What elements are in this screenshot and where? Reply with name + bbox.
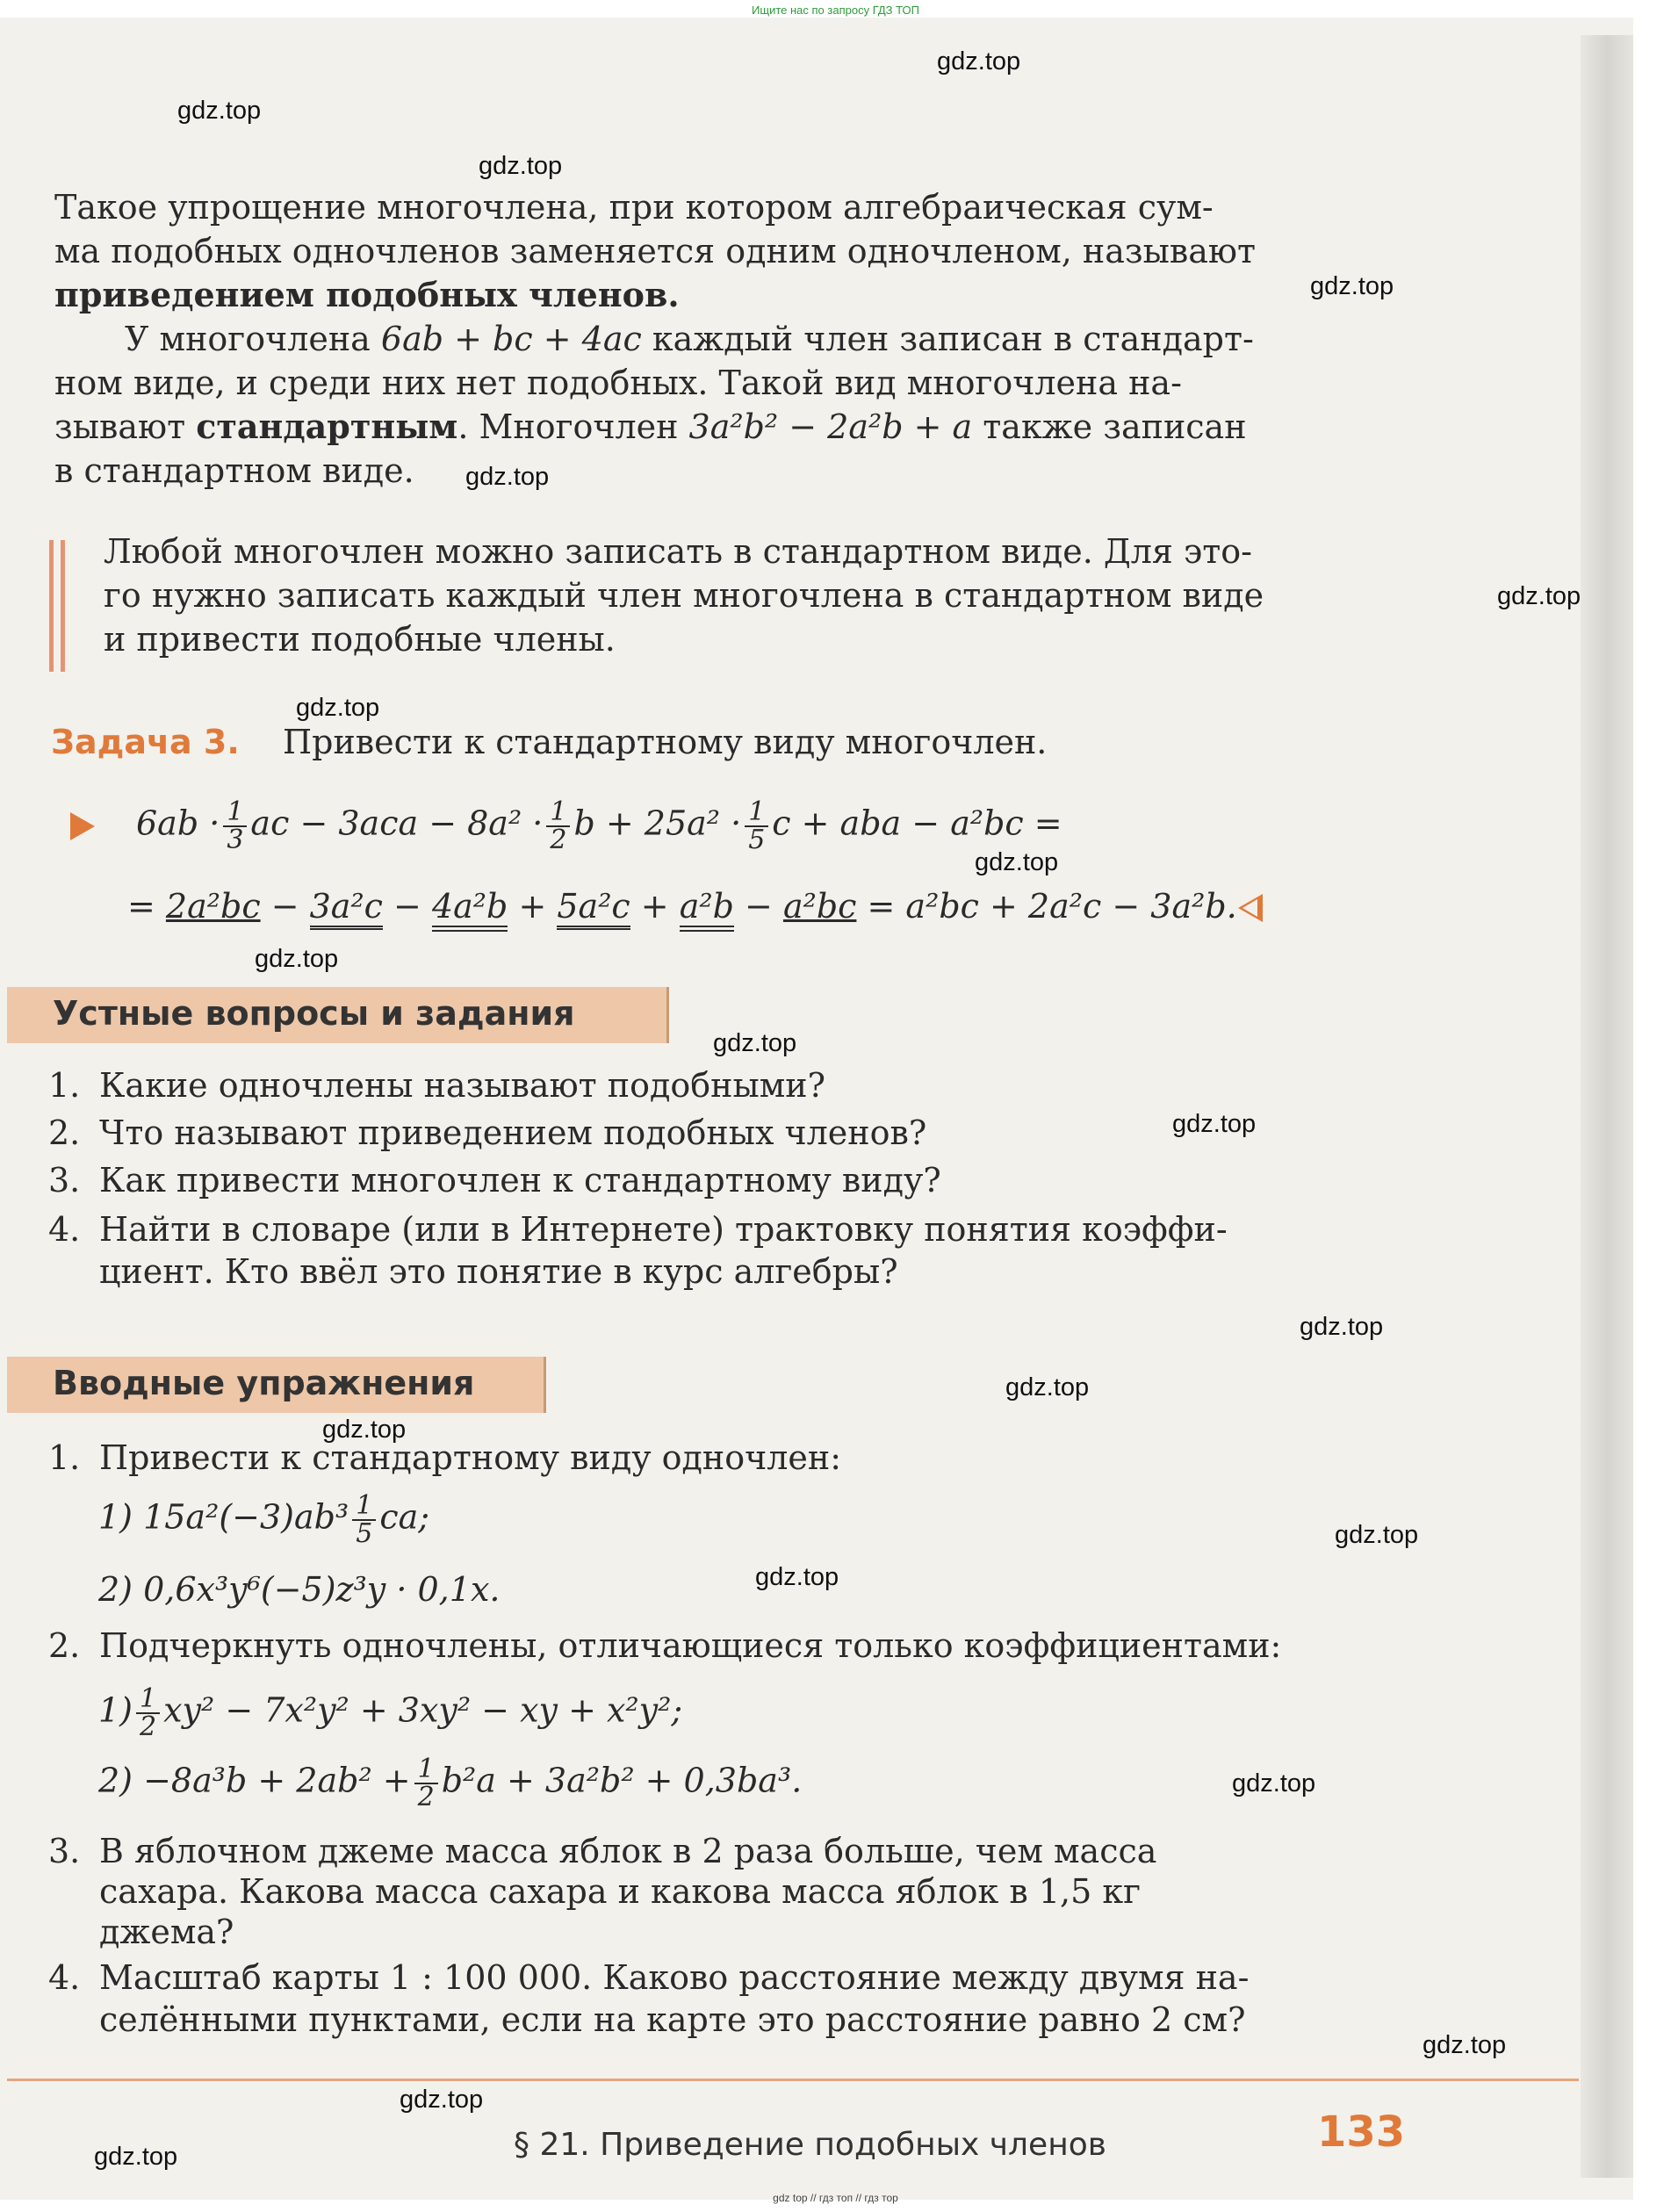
footer-divider [7, 2079, 1579, 2081]
ex1-item1: 1) 15a²(−3)ab³ $\frac{1}{5}$ ca; [98, 1490, 430, 1549]
para1-line2: ма подобных одночленов заменяется одним одночленом, называют [54, 232, 1257, 270]
fraction-ex1: $\frac{1}{5}$ [352, 1493, 376, 1547]
ex1-item2: 2) 0,6x³y⁶(−5)z³y · 0,1x. [98, 1570, 501, 1609]
oral-q2: 2. Что называют приведением подобных членов? [48, 1113, 927, 1152]
term-underlined-3: 4a²b [432, 887, 508, 932]
watermark: gdz.top [975, 848, 1059, 876]
rule-line1: Любой многочлен можно записать в стандартном виде. Для это- [104, 532, 1252, 571]
watermark: gdz.top [177, 97, 262, 125]
oral-section-title: Устные вопросы и задания [7, 987, 669, 1043]
bottom-banner: gdz top // гдз топ // гдз тор [773, 2192, 898, 2204]
ex2: 2. Подчеркнуть одночлены, отличающиеся только коэффициентами: [48, 1626, 1282, 1665]
task-formula-2: = 2a²bc − 3a²c − 4a²b + 5a²c + a²b − a²bc = a²bc + 2a²c − 3a²b. [127, 887, 1237, 926]
rule-marker [49, 540, 65, 672]
oral-q1: 1. Какие одночлены называют подобными? [48, 1066, 825, 1105]
top-banner: Ищите нас по запросу ГДЗ ТОП [752, 4, 919, 17]
term-underlined-2: 3a²c [310, 887, 383, 930]
ex2-item1: 1) $\frac{1}{2}$ xy² − 7x²y² + 3xy² − xy + x²y²; [98, 1683, 683, 1742]
para1-line3 [54, 274, 1407, 316]
watermark: gdz.top [479, 152, 563, 180]
watermark: gdz.top [713, 1029, 797, 1057]
task-formula-1: 6ab · $\frac{1}{3}$ ac − 3aca − 8a² · $\frac{1}{2}$ b + 25a² · $\frac{1}{5}$ c + aba − a²bc = [136, 796, 1062, 855]
ex4-line2: селёнными пунктами, если на карте это расстояние равно 2 см? [99, 2000, 1246, 2039]
intro-section-title: Вводные упражнения [7, 1357, 546, 1413]
ex2-item2: 2) −8a³b + 2ab² + $\frac{1}{2}$ b²a + 3a²b² + 0,3ba³. [98, 1754, 803, 1812]
ex3-line3: джема? [99, 1913, 234, 1951]
fraction-one-half: $\frac{1}{2}$ [546, 799, 570, 854]
watermark: gdz.top [296, 694, 380, 722]
task-text: Привести к стандартному виду многочлен. [283, 723, 1048, 761]
oral-q3: 3. Как привести многочлен к стандартному виду? [48, 1161, 941, 1200]
para2-line1: У многочлена 6ab + bc + 4ac каждый член записан в стандарт- [125, 320, 1254, 358]
watermark: gdz.top [1310, 272, 1394, 300]
term-underlined-1: 2a²bc [165, 887, 261, 926]
fraction-one-fifth: $\frac{1}{5}$ [745, 799, 768, 854]
para1-line1: Такое упрощение многочлена, при котором алгебраическая сум- [54, 188, 1214, 227]
fraction-ex2-1: $\frac{1}{2}$ [136, 1686, 160, 1740]
watermark: gdz.top [937, 47, 1021, 76]
watermark: gdz.top [255, 945, 339, 973]
watermark: gdz.top [1335, 1521, 1419, 1549]
term-underlined-4: 5a²c [557, 887, 630, 930]
term-standard: стандартным [196, 407, 458, 446]
watermark: gdz.top [755, 1563, 839, 1591]
solution-start-icon [70, 812, 95, 840]
watermark: gdz.top [94, 2143, 178, 2171]
polynomial-1: 6ab + bc + 4ac [380, 320, 642, 358]
fraction-ex2-2: $\frac{1}{2}$ [414, 1756, 438, 1811]
watermark: gdz.top [400, 2086, 484, 2114]
page-number: 133 [1317, 2108, 1406, 2157]
ex3-line2: сахара. Какова масса сахара и какова масса яблок в 1,5 кг [99, 1872, 1141, 1911]
watermark: gdz.top [1172, 1110, 1257, 1138]
page-edge [1581, 35, 1633, 2178]
para2-line2: ном виде, и среди них нет подобных. Такой вид многочлена на- [54, 364, 1182, 402]
footer-section: § 21. Приведение подобных членов [514, 2127, 1106, 2163]
ex1: 1. Привести к стандартному виду одночлен: [48, 1438, 842, 1477]
watermark: gdz.top [1005, 1373, 1090, 1401]
watermark: gdz.top [322, 1416, 407, 1444]
ex3: 3. В яблочном джеме масса яблок в 2 раза больше, чем масса [48, 1832, 1157, 1870]
watermark: gdz.top [1300, 1313, 1384, 1341]
rule-line2: го нужно записать каждый член многочлена в стандартном виде [104, 576, 1264, 615]
para2-line4: в стандартном виде. [54, 451, 414, 490]
watermark: gdz.top [1497, 582, 1581, 610]
polynomial-2: 3a²b² − 2a²b + a [688, 407, 973, 446]
term-like-terms: приведением подобных членов. [54, 275, 680, 314]
rule-line3: и привести подобные члены. [104, 620, 616, 659]
term-underlined-5: a²b [680, 887, 734, 932]
task-title: Задача 3. [51, 723, 240, 761]
watermark: gdz.top [465, 463, 550, 491]
oral-q4-line2: циент. Кто ввёл это понятие в курс алгебры? [99, 1252, 898, 1291]
para2-line3: зывают стандартным. Многочлен 3a²b² − 2a²b + a также записан [54, 407, 1247, 446]
solution-end-icon [1238, 894, 1263, 922]
ex4: 4. Масштаб карты 1 : 100 000. Каково расстояние между двумя на- [48, 1958, 1250, 1997]
watermark: gdz.top [1232, 1769, 1316, 1798]
term-underlined-6: a²bc [782, 887, 857, 926]
fraction-one-third: $\frac{1}{3}$ [223, 799, 247, 854]
watermark: gdz.top [1423, 2031, 1507, 2059]
oral-q4: 4. Найти в словаре (или в Интернете) трактовку понятия коэффи- [48, 1210, 1228, 1249]
